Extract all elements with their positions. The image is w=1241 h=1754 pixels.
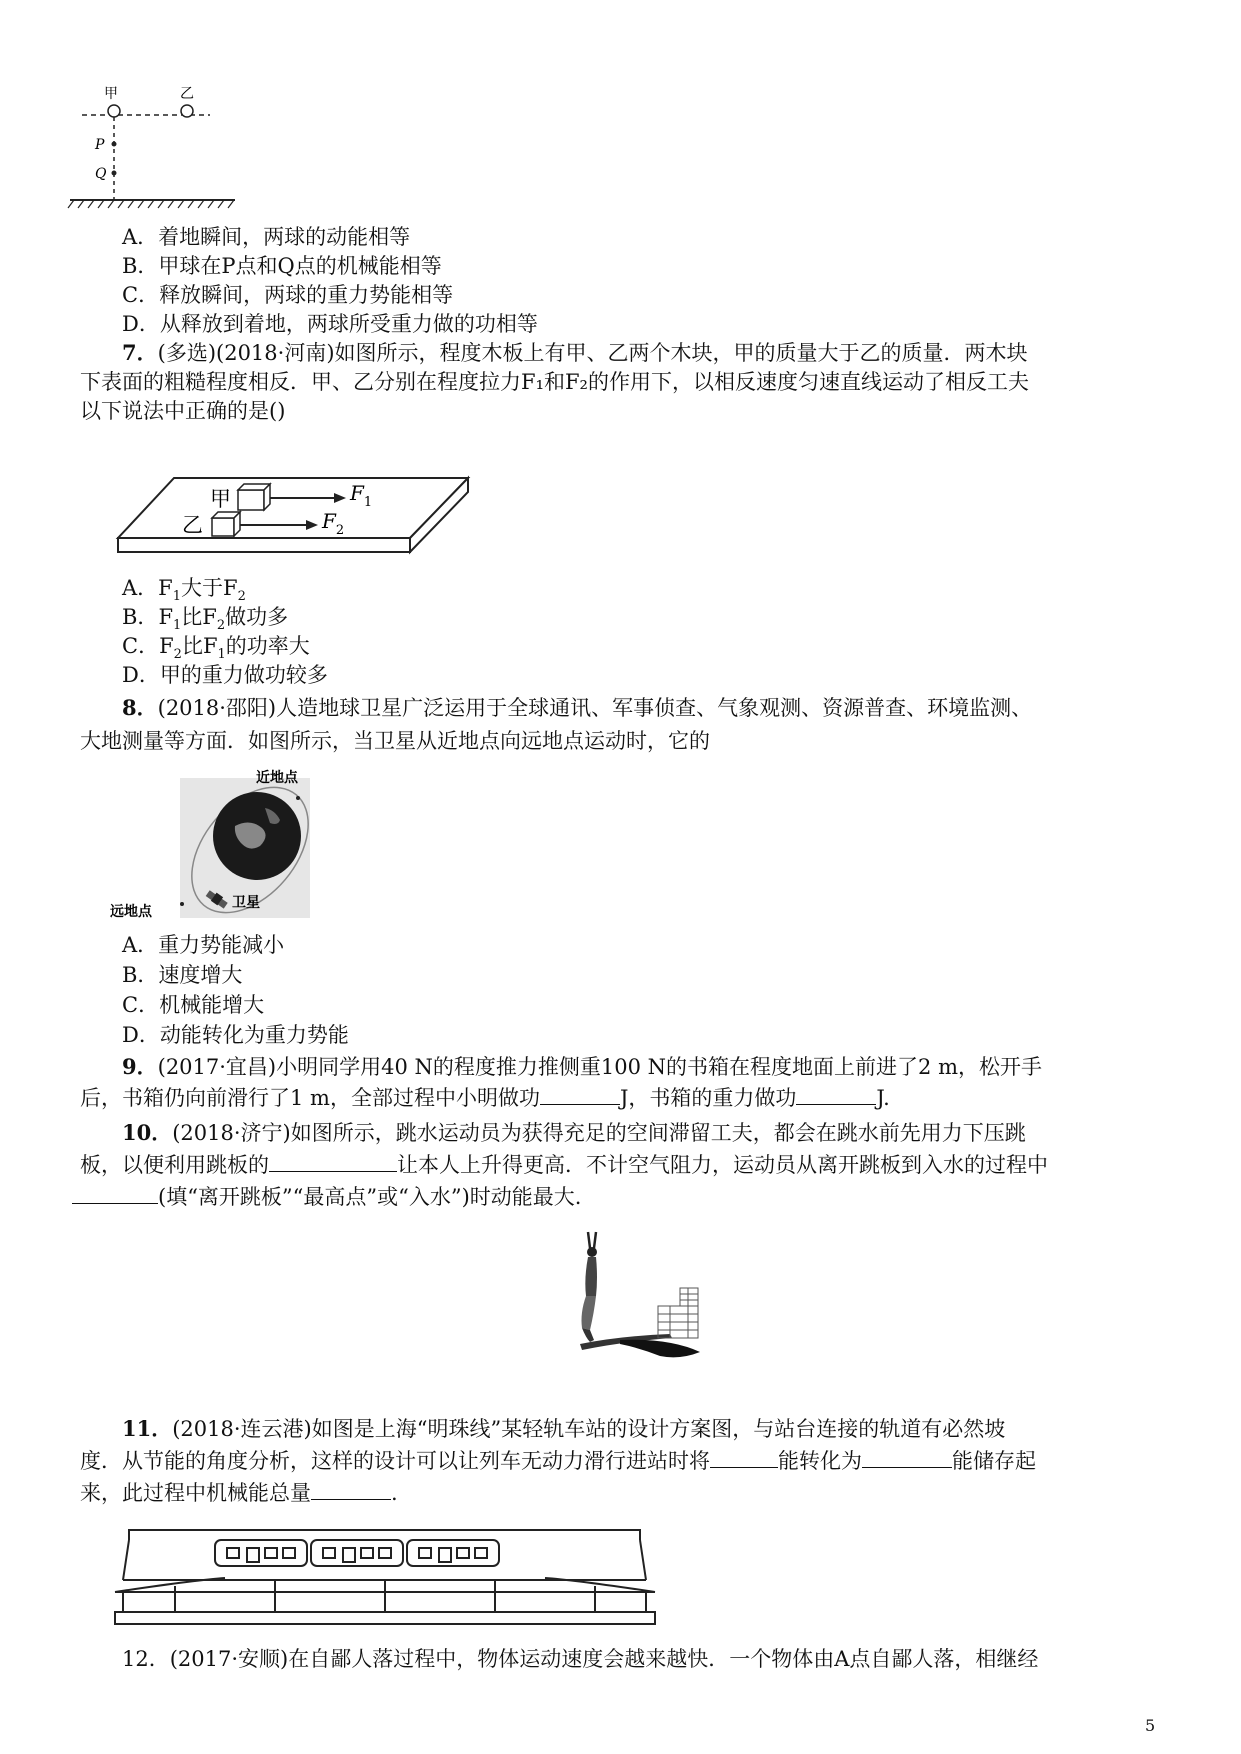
q9-blank-1[interactable] xyxy=(540,1086,620,1105)
q8-line-2: 大地测量等方面．如图所示，当卫星从近地点向远地点运动时，它的 xyxy=(80,729,710,753)
q11-number: 11． xyxy=(122,1416,173,1441)
q9-blank-2[interactable] xyxy=(796,1086,876,1105)
q7-option-c: C．$F_2$比$F_1$的功率大 xyxy=(122,634,310,663)
q8-label-far: 远地点 xyxy=(110,904,152,920)
q6-point-q xyxy=(112,171,117,176)
q12-line-1: 12．(2017·安顺)在自鄙人落过程中，物体运动速度会越来越快．一个物体由A点自鄙人落，相继经 xyxy=(122,1647,1039,1671)
q7-number: 7． xyxy=(122,340,158,365)
q7-line-3: 以下说法中正确的是() xyxy=(80,399,286,423)
q8-far-point-dot xyxy=(180,902,184,906)
q10-text-1: (2018·济宁)如图所示，跳水运动员为获得充足的空间滞留工夫，都会在跳水前先用力下压跳 xyxy=(172,1121,1026,1145)
q7-block-yi xyxy=(212,512,240,536)
q6-option-b: B．甲球在P点和Q点的机械能相等 xyxy=(122,254,442,278)
q6-figure xyxy=(60,82,240,212)
q7-text-1: (多选)(2018·河南)如图所示，程度木板上有甲、乙两个木块，甲的质量大于乙的质量．两木块 xyxy=(157,341,1028,365)
q6-ball-yi xyxy=(181,105,193,117)
q7-board-front xyxy=(118,538,410,552)
q8-text-1: (2018·邵阳)人造地球卫星广泛运用于全球通讯、军事侦查、气象观测、资源普查、环境监测、 xyxy=(157,696,1033,720)
q6-option-a: A．着地瞬间，两球的动能相等 xyxy=(122,225,411,249)
q6-ball-jia xyxy=(108,105,120,117)
q7-option-a: A．$F_1$大于$F_2$ xyxy=(122,576,246,605)
q9-line-2: 后，书箱仍向前滑行了1 m，全部过程中小明做功 J，书箱的重力做功 J. xyxy=(80,1086,890,1110)
q8-option-a: A．重力势能减小 xyxy=(122,933,285,957)
q7-label-f2: $F_2$ xyxy=(322,509,345,538)
q10-blank-1[interactable] xyxy=(269,1153,397,1172)
q11-line-2: 度．从节能的角度分析，这样的设计可以让列车无动力滑行进站时将 能转化为 能储存起 xyxy=(80,1449,1036,1473)
q8-label-near: 近地点 xyxy=(256,770,298,786)
q11-blank-2[interactable] xyxy=(862,1449,952,1468)
q6-option-c: C．释放瞬间，两球的重力势能相等 xyxy=(122,283,454,307)
q10-platform xyxy=(658,1288,698,1338)
q8-line-1 xyxy=(122,693,1032,723)
q10-figure xyxy=(560,1228,710,1368)
q9-text-1: (2017·宜昌)小明同学用40 N的程度推力推侧重100 N的书箱在程度地面上前进了2 m，松开手 xyxy=(157,1055,1042,1079)
q11-line-3: 来，此过程中机械能总量 . xyxy=(80,1481,398,1505)
q10-support xyxy=(620,1340,700,1358)
q11-train xyxy=(215,1540,499,1566)
q8-option-b: B．速度增大 xyxy=(122,963,243,987)
q6-label-p: P xyxy=(95,137,105,153)
q7-label-yi: 乙 xyxy=(182,513,203,537)
q6-ground-hatch xyxy=(68,200,234,208)
q7-label-jia: 甲 xyxy=(210,487,231,511)
q7-block-jia xyxy=(238,484,270,510)
q7-option-b: B．$F_1$比$F_2$做功多 xyxy=(122,605,289,634)
q8-figure xyxy=(110,768,310,918)
q6-point-p xyxy=(112,142,117,147)
q10-line-3: (填“离开跳板”“最高点”或“入水”)时动能最大. xyxy=(72,1182,581,1212)
q9-number: 9． xyxy=(122,1054,158,1079)
q10-number: 10． xyxy=(122,1120,173,1145)
q7-board-top xyxy=(118,478,468,538)
q11-foundation xyxy=(115,1612,655,1624)
q11-station-roof xyxy=(129,1530,640,1540)
q6-label-q: Q xyxy=(95,166,107,182)
q10-line-2: 板，以便利用跳板的 让本人上升得更高．不计空气阻力，运动员从离开跳板到入水的过程中 xyxy=(80,1153,1048,1177)
q8-option-c: C．机械能增大 xyxy=(122,993,265,1017)
q10-diver xyxy=(582,1232,598,1342)
q10-blank-2[interactable] xyxy=(72,1185,158,1204)
q8-near-point-dot xyxy=(296,796,300,800)
q11-blank-1[interactable] xyxy=(710,1449,778,1468)
q8-label-sat: 卫星 xyxy=(232,895,260,911)
q11-figure xyxy=(115,1520,655,1626)
q8-option-d: D．动能转化为重力势能 xyxy=(122,1023,349,1047)
q6-label-jia: 甲 xyxy=(104,86,118,102)
page-number: 5 xyxy=(1145,1716,1156,1735)
q11-blank-3[interactable] xyxy=(311,1481,391,1500)
q7-label-f1: $F_1$ xyxy=(350,481,373,510)
q11-text-1: (2018·连云港)如图是上海“明珠线”某轻轨车站的设计方案图，与站台连接的轨道有必然坡 xyxy=(172,1417,1006,1441)
q8-number: 8． xyxy=(122,695,158,720)
q7-line-1 xyxy=(122,338,1028,368)
q10-line-1 xyxy=(122,1118,1026,1148)
q6-label-yi: 乙 xyxy=(180,86,194,102)
q7-option-d: D．甲的重力做功较多 xyxy=(122,663,328,687)
q6-option-d: D．从释放到着地，两球所受重力做的功相等 xyxy=(122,312,538,336)
q9-line-1 xyxy=(122,1052,1042,1082)
q7-line-2: 下表面的粗糙程度相反．甲、乙分别在程度拉力F₁和F₂的作用下，以相反速度匀速直线运动了相反工夫 xyxy=(80,370,1029,394)
q11-line-1 xyxy=(122,1414,1005,1444)
q7-figure xyxy=(118,478,478,568)
